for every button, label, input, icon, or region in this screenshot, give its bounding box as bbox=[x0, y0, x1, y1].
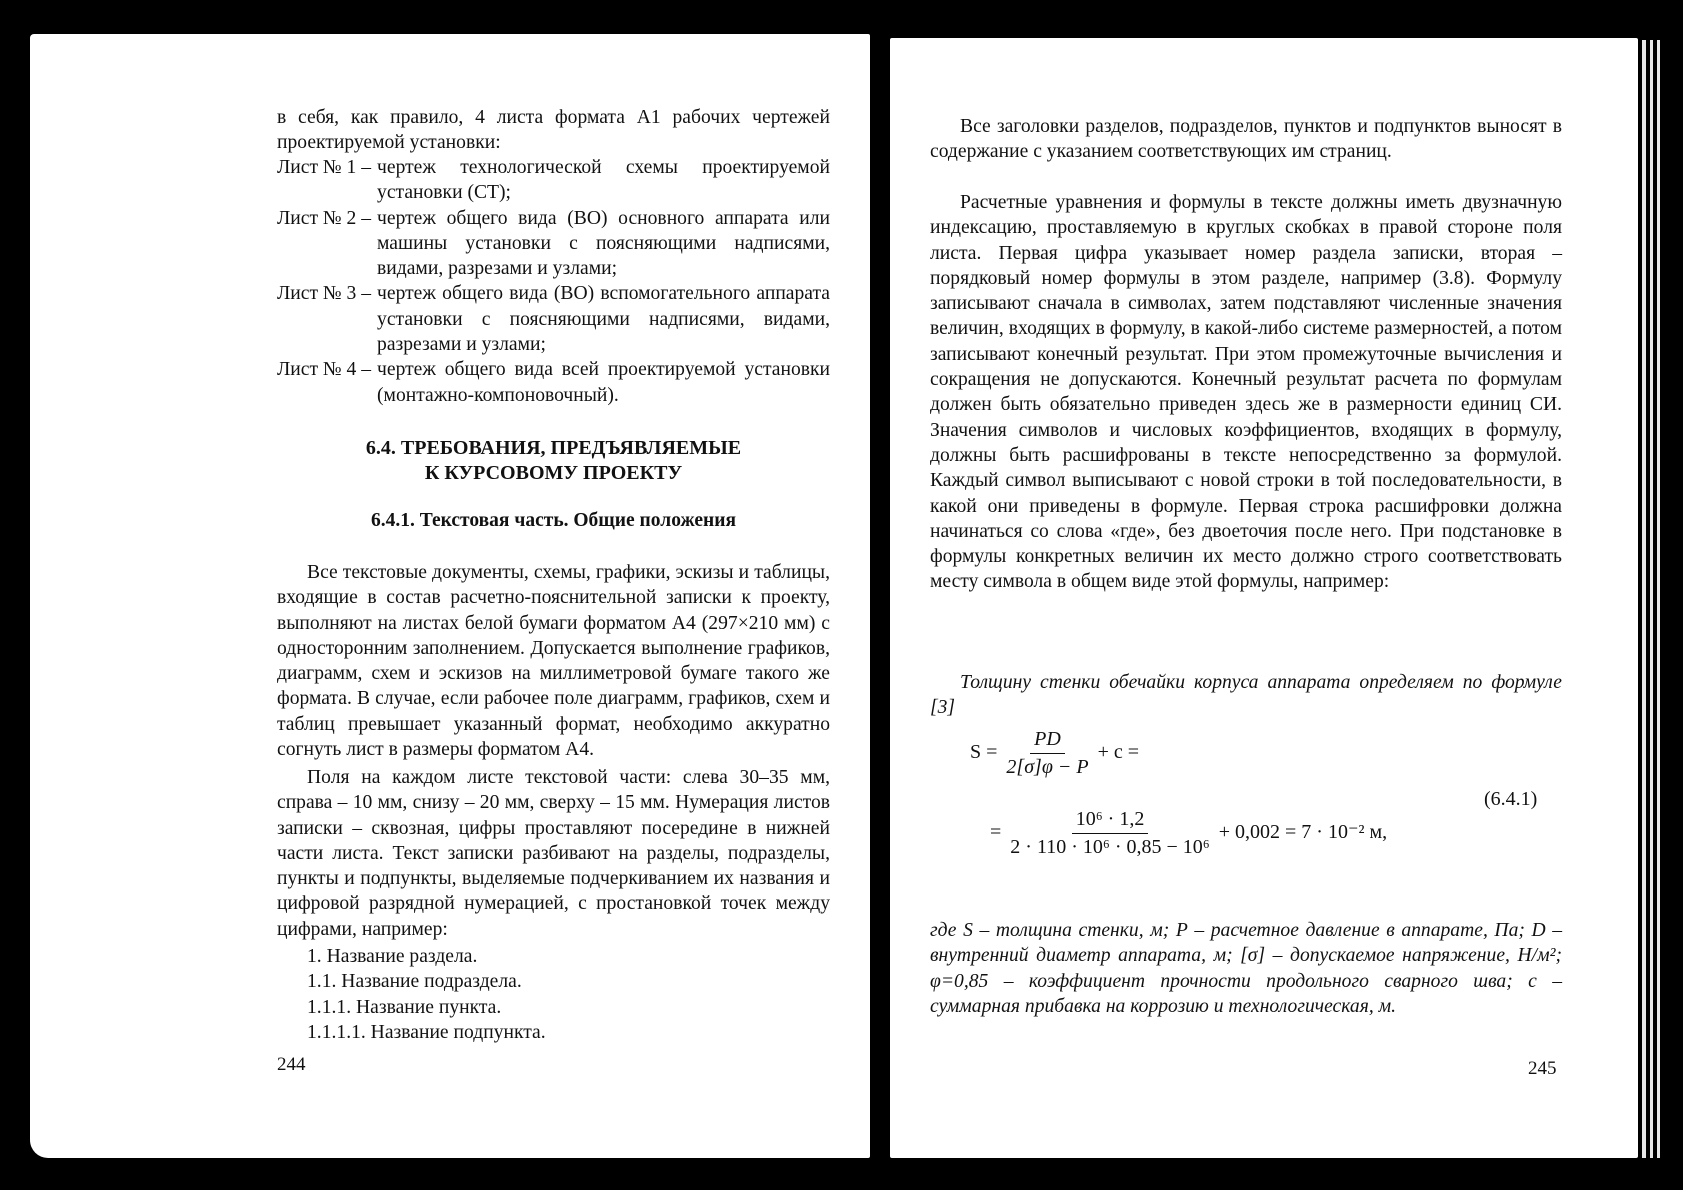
fraction-denominator: 2 · 110 · 10⁶ · 0,85 − 10⁶ bbox=[1010, 836, 1210, 858]
fraction-denominator: 2[σ]φ − P bbox=[1006, 756, 1089, 778]
formula-line-1 bbox=[970, 728, 1139, 779]
list-item: 1.1. Название подраздела. bbox=[307, 971, 522, 993]
list-item: 1. Название раздела. bbox=[307, 946, 478, 967]
numbering-examples bbox=[307, 944, 830, 1045]
sheet-item-1 bbox=[277, 155, 830, 206]
formula-eq: = bbox=[990, 821, 1002, 844]
paragraph-2: Поля на каждом листе текстовой части: слева 30–35 мм, справа – 10 мм, снизу – 20 мм, сверху – 15 мм. Нумерация листов записки – сквозная, цифры проставляют посередине в нижней части листа. Текст записки разбивают на разделы, подразделы, пункты и подпункты, выделяемые подчеркиванием их названия и цифровой разрядной нумерацией, с простановкой точек между цифрами, например: bbox=[277, 767, 830, 940]
fraction-numerator: 10⁶ · 1,2 bbox=[1072, 808, 1149, 834]
list-item: 1.1.1.1. Название подпункта. bbox=[307, 1021, 546, 1043]
page-edge bbox=[1650, 40, 1653, 1158]
formula-lhs: S = bbox=[970, 741, 998, 764]
paragraph-2: Расчетные уравнения и формулы в тексте должны иметь двузначную индексацию, проставляемую в круглых скобках в правой стороне поля листа. Первая цифра указывает номер раздела записки, вторая – порядковый номер формулы в этом разделе, например (3.8). Формулу записывают сначала в символах, затем подставляют численные значения величин, входящих в формулу, в какой-либо системе размерностей, а потом записывают конечный результат. При этом промежуточные вычисления и сокращения не допускаются. Конечный результат расчета по формулам должен быть обязательно приведен здесь же в размерности единиц СИ. Значения символов и числовых коэффициентов, входящих в формулу, должны быть расшифрованы в тексте непосредственно за формулой. Каждый символ выписывают с новой строки в той последовательности, в какой они приведены в формуле. Первая строка расшифровки должна начинаться со слова «где», без двоеточия после него. При подстановке в формулы конкретных величин их место должно строго соответствовать месту символа в общем виде этой формулы, например: bbox=[930, 192, 1562, 593]
sheet-text: чертеж общего вида (ВО) основного аппарата или машины установки с поясняющими надписями, видами, разрезами и узлами; bbox=[377, 207, 830, 280]
intro-text: в себя, как правило, 4 листа формата А1 рабочих чертежей проектируемой установки: bbox=[277, 107, 830, 154]
formula-legend: где S – толщина стенки, м; Р – расчетное давление в аппарате, Па; D – внутренний диаметр аппарата, м; [σ] – допускаемое напряжение, Н/м²; φ=0,85 – коэффициент прочности продольного сварного шва; с – суммарная прибавка на коррозию и технологическая, м. bbox=[930, 920, 1562, 1017]
example-intro: Толщину стенки обечайки корпуса аппарата определяем по формуле [3] bbox=[930, 672, 1562, 719]
formula-fraction-2 bbox=[1006, 808, 1213, 859]
formula-tail: + c = bbox=[1097, 741, 1140, 764]
right-page bbox=[890, 38, 1638, 1158]
sheet-item-2 bbox=[277, 206, 830, 282]
paragraph-1: Все текстовые документы, схемы, графики, эскизы и таблицы, входящие в состав расчетно-пояснительной записки к проекту, выполняют на листах белой бумаги форматом А4 (297×210 мм) с односторонним заполнением. Допускается выполнение графиков, диаграмм, схем и эскизов на миллиметровой бумаге такого же формата. В случае, если рабочее поле диаграмм, графиков, схем и таблиц превышает указанный формат, необходимо аккуратно согнуть лист в размеры форматом А4. bbox=[277, 562, 830, 761]
sheet-list bbox=[277, 155, 830, 408]
page-edge bbox=[1657, 40, 1660, 1158]
formula-line-2 bbox=[990, 808, 1387, 859]
sheet-text: чертеж технологической схемы проектируемой установки (СТ); bbox=[377, 157, 830, 204]
section-title bbox=[277, 436, 830, 486]
section-title-line2: К КУРСОВОМУ ПРОЕКТУ bbox=[424, 462, 683, 484]
formula-fraction-1 bbox=[1002, 728, 1092, 779]
page-edge bbox=[1642, 40, 1646, 1158]
section-title-line1: 6.4. ТРЕБОВАНИЯ, ПРЕДЪЯВЛЯЕМЫЕ bbox=[365, 437, 742, 459]
list-item: 1.1.1. Название пункта. bbox=[307, 996, 502, 1018]
sheet-label: Лист № 4 – bbox=[277, 359, 372, 381]
page-number-left: 244 bbox=[277, 1054, 306, 1075]
subsection-title: 6.4.1. Текстовая часть. Общие положения bbox=[370, 510, 737, 531]
formula-number: (6.4.1) bbox=[1484, 788, 1538, 810]
page-number-right: 245 bbox=[1528, 1058, 1557, 1079]
left-page bbox=[30, 34, 870, 1158]
sheet-text: чертеж общего вида (ВО) вспомогательного аппарата установки с поясняющими надписями, видами, разрезами и узлами; bbox=[377, 283, 830, 356]
sheet-text: чертеж общего вида всей проектируемой установки (монтажно-компоновочный). bbox=[377, 359, 830, 406]
sheet-label: Лист № 2 – bbox=[277, 207, 372, 229]
formula-tail: + 0,002 = 7 · 10⁻² м, bbox=[1218, 821, 1388, 844]
paragraph-1: Все заголовки разделов, подразделов, пунктов и подпунктов выносят в содержание с указанием соответствующих им страниц. bbox=[930, 116, 1562, 163]
sheet-label: Лист № 1 – bbox=[277, 157, 372, 178]
sheet-item-4 bbox=[277, 357, 830, 408]
sheet-item-3 bbox=[277, 281, 830, 357]
sheet-label: Лист № 3 – bbox=[277, 283, 372, 305]
fraction-numerator: PD bbox=[1030, 728, 1065, 754]
